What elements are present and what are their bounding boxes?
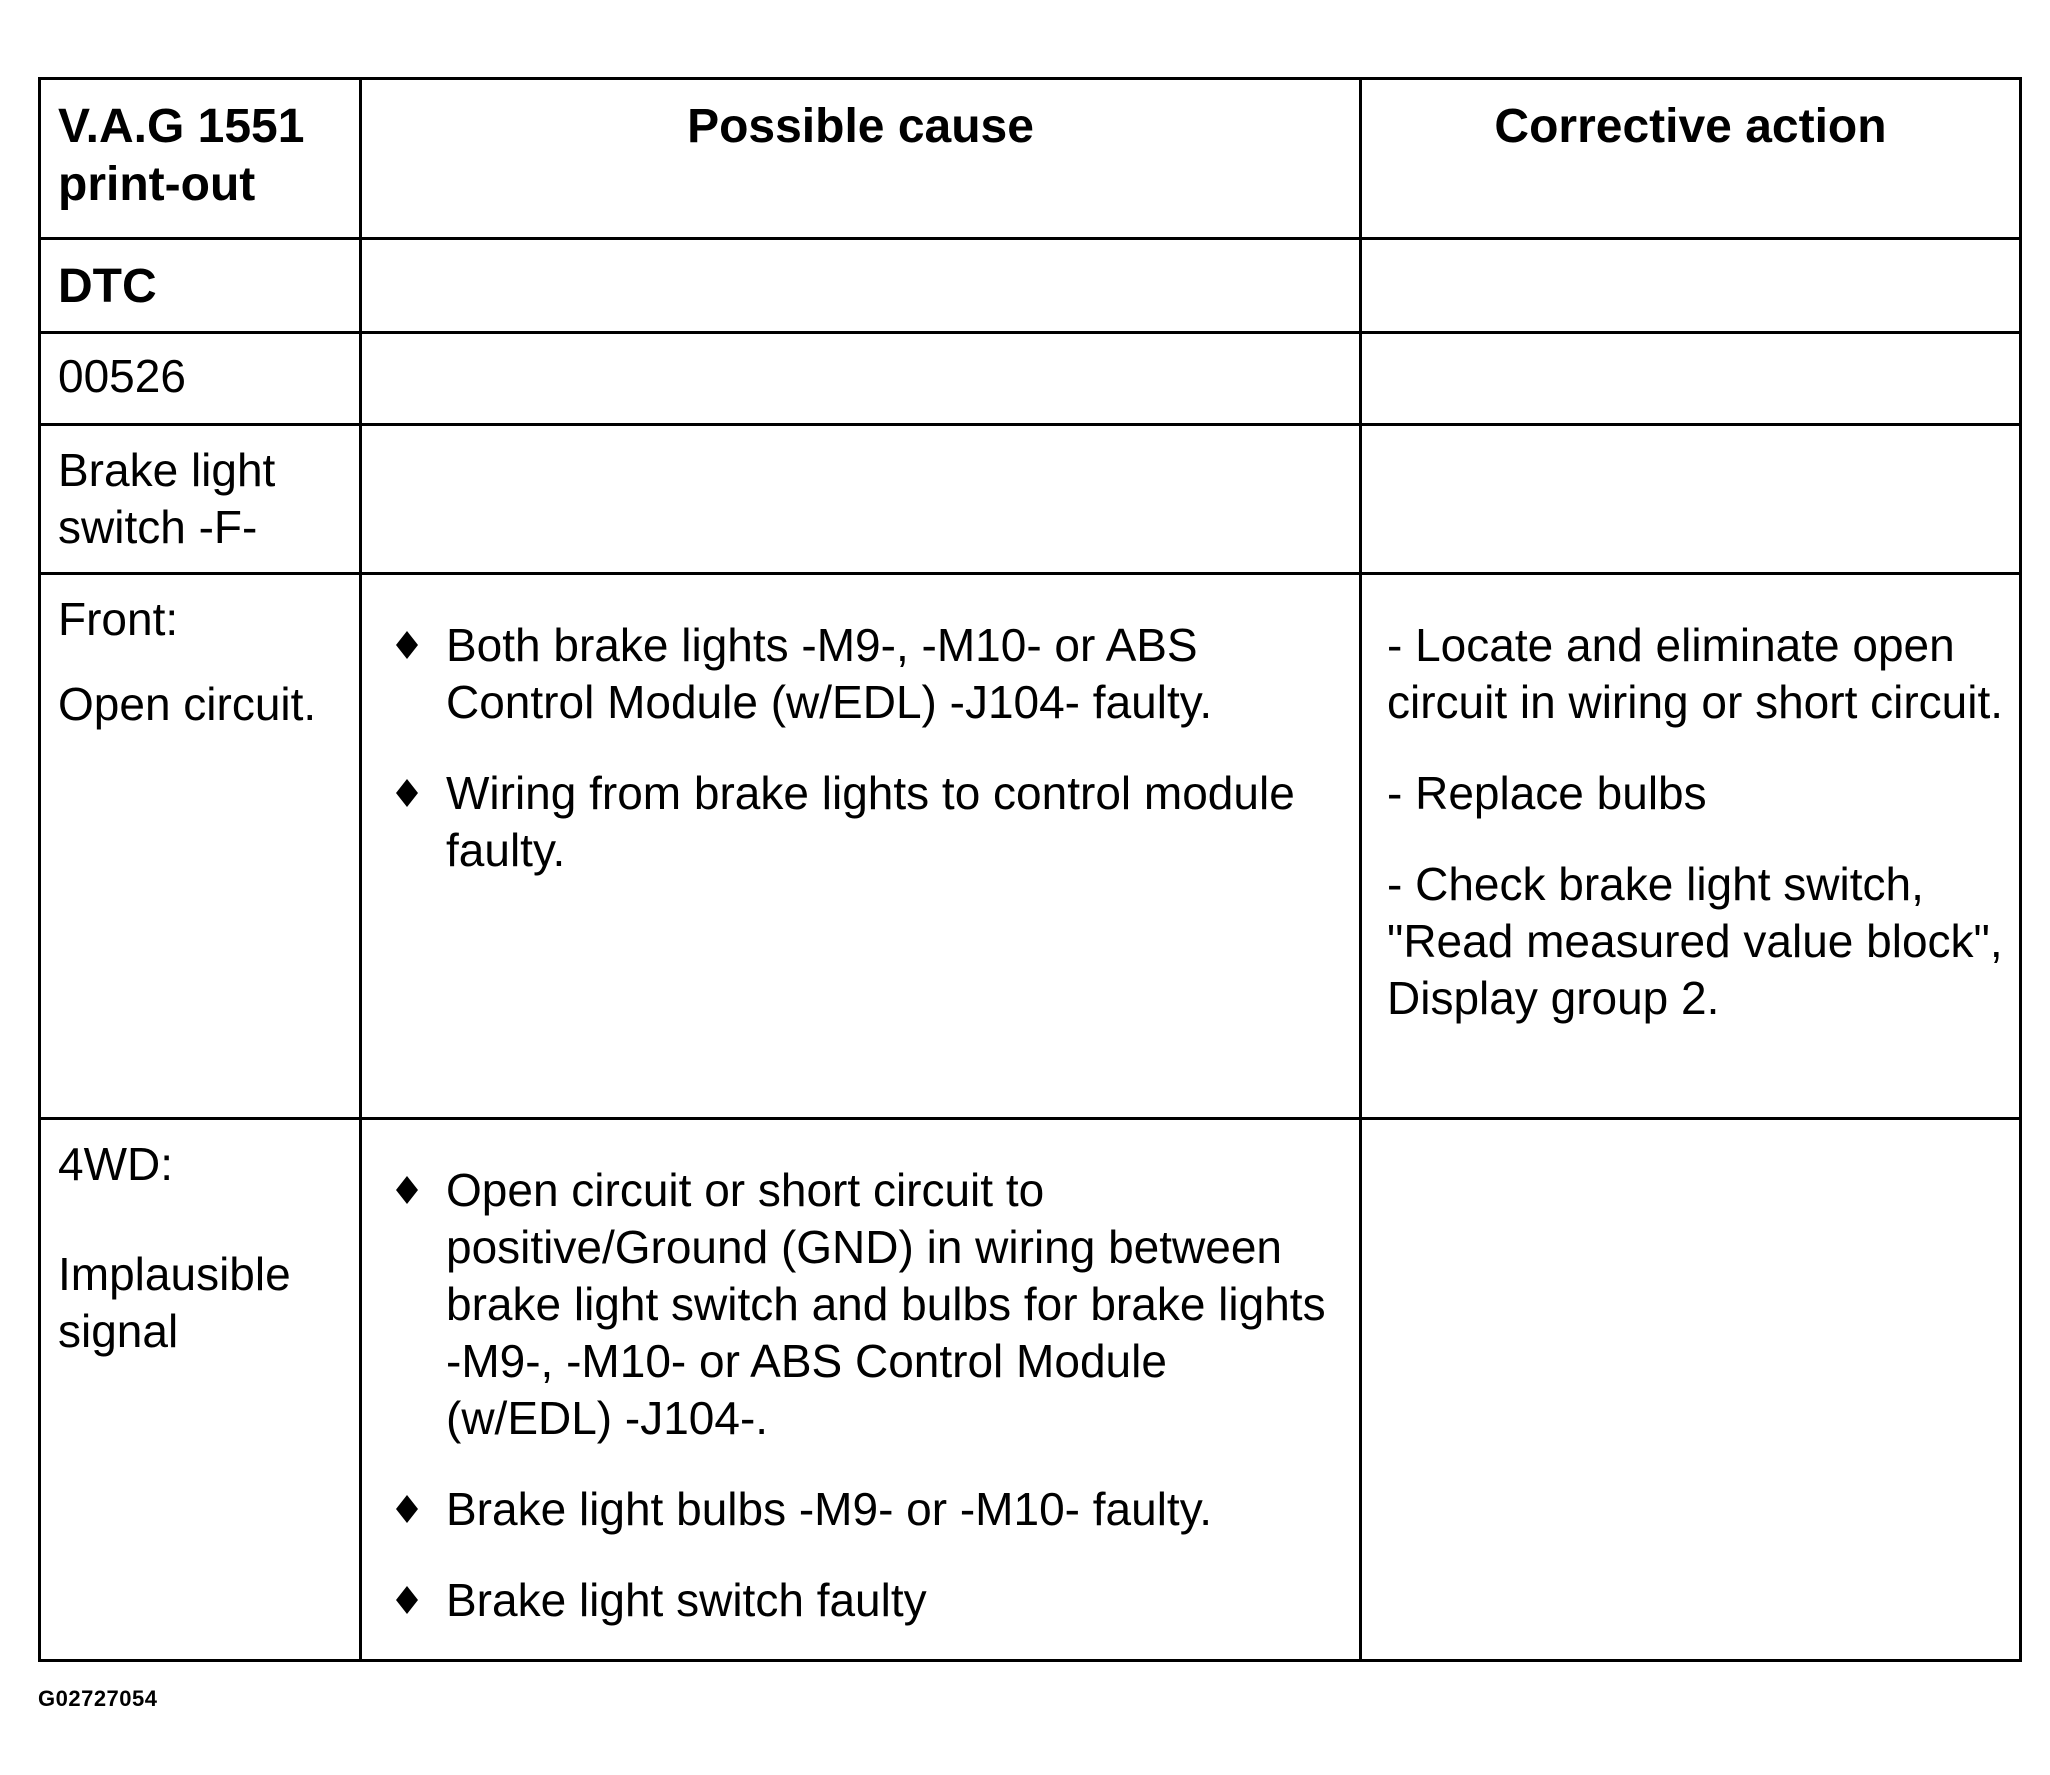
cause-text: Both brake lights -M9-, -M10- or ABS Control Module (w/EDL) -J104- faulty. [446, 619, 1213, 728]
4wd-label: 4WD: [58, 1138, 173, 1190]
header-cell-cause [362, 80, 1362, 237]
cell-empty [362, 334, 1362, 423]
diagnostic-table [38, 77, 2022, 1662]
cell-empty [1362, 1120, 2019, 1659]
header-cause-label: Possible cause [687, 100, 1034, 153]
list-item [392, 1162, 1339, 1447]
table-row-4wd [41, 1117, 2019, 1659]
cell-empty [362, 240, 1362, 331]
figure-code: G02727054 [38, 1686, 158, 1711]
dtc-code: 00526 [58, 350, 186, 402]
table-row-front [41, 572, 2019, 1117]
diamond-bullet-icon [396, 1495, 418, 1523]
cell-empty [1362, 240, 2019, 331]
table-row-component [41, 423, 2019, 572]
diamond-bullet-icon [396, 1176, 418, 1204]
diamond-bullet-icon [396, 1586, 418, 1614]
header-cell-printout [41, 80, 362, 237]
cell-front-actions [1362, 575, 2019, 1117]
cell-empty [1362, 334, 2019, 423]
diamond-bullet-icon [396, 779, 418, 807]
cell-4wd-causes [362, 1120, 1362, 1659]
diamond-bullet-icon [396, 631, 418, 659]
cell-empty [1362, 426, 2019, 572]
header-action-label: Corrective action [1494, 100, 1887, 153]
front-actions-list [1387, 617, 2005, 1061]
action-text: - Check brake light switch, "Read measured value block", Display group 2. [1387, 858, 2003, 1024]
component-name: Brake light switch -F- [58, 444, 276, 553]
cell-dtc [41, 240, 362, 331]
cell-component [41, 426, 362, 572]
header-printout-label: V.A.G 1551 print-out [58, 100, 305, 211]
header-cell-action [1362, 80, 2019, 237]
cause-text: Brake light switch faulty [446, 1574, 927, 1626]
cell-code [41, 334, 362, 423]
4wd-causes-list [392, 1162, 1339, 1663]
list-item [392, 1481, 1339, 1538]
front-causes-list [392, 617, 1339, 913]
cell-empty [362, 426, 1362, 572]
cause-text: Brake light bulbs -M9- or -M10- faulty. [446, 1483, 1213, 1535]
header-row [41, 80, 2019, 237]
4wd-fault-type: Implausible signal [58, 1248, 291, 1357]
list-item [392, 1572, 1339, 1629]
cell-front-causes [362, 575, 1362, 1117]
cell-front-condition [41, 575, 362, 1117]
list-item [392, 765, 1339, 879]
table-row-code [41, 331, 2019, 423]
front-label: Front: [58, 593, 179, 645]
table-row-dtc [41, 237, 2019, 331]
front-fault-type: Open circuit. [58, 678, 317, 730]
action-text: - Replace bulbs [1387, 767, 1707, 819]
list-item [392, 617, 1339, 731]
dtc-label: DTC [58, 260, 157, 313]
cause-text: Wiring from brake lights to control module faulty. [446, 767, 1295, 876]
cell-4wd-condition [41, 1120, 362, 1659]
cause-text: Open circuit or short circuit to positive/Ground (GND) in wiring between brake light switch and bulbs for brake lights -M9-, -M10- or ABS Control Module (w/EDL) -J104-. [446, 1164, 1326, 1444]
action-text: - Locate and eliminate open circuit in wiring or short circuit. [1387, 619, 2004, 728]
